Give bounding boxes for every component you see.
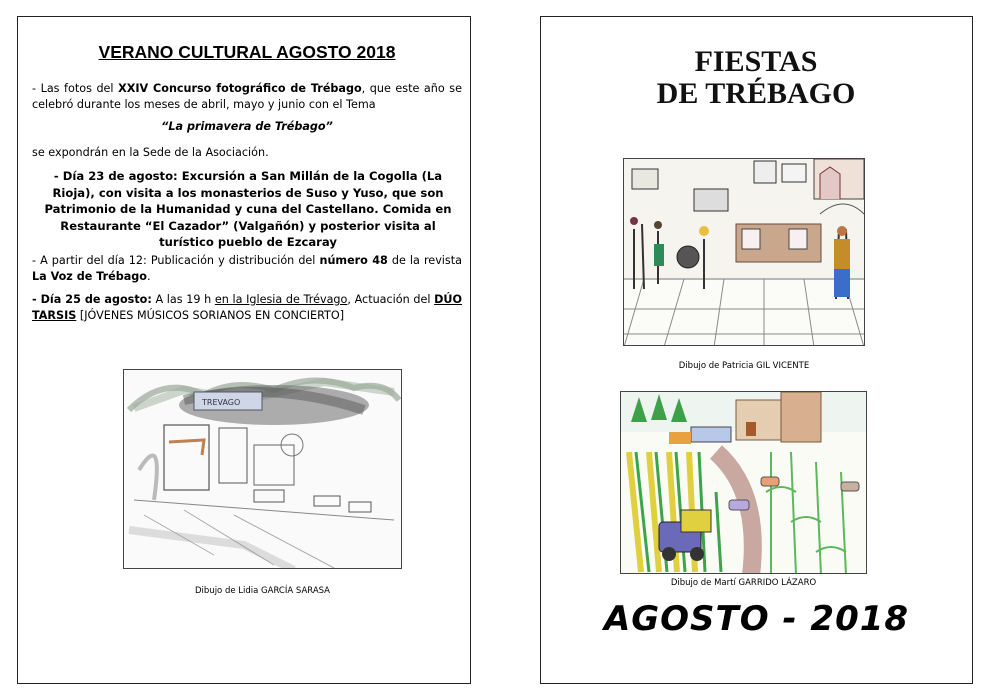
drawing-village-fields <box>620 391 867 574</box>
contest-theme: “La primavera de Trébago” <box>161 120 333 133</box>
concert-paragraph: - Día 25 de agosto: A las 19 h en la Iglesia de Trévago, Actuación del DÚO TARSIS [JÓVENES MÚSICOS SORIANOS EN CONCIERTO] <box>32 293 463 322</box>
fiestas-title-line2: DE TRÉBAGO <box>656 77 856 110</box>
party-hall-illustration <box>624 159 865 346</box>
left-title: VERANO CULTURAL AGOSTO 2018 <box>98 42 396 62</box>
contest-name: XXIV Concurso fotográfico de Trébago <box>118 82 362 95</box>
drawing2-caption: Dibujo de Martí GARRIDO LÁZARO <box>670 578 817 588</box>
drawing-village <box>123 369 402 569</box>
village-sketch-illustration <box>124 370 402 569</box>
village-fields-illustration <box>621 392 867 574</box>
magazine-paragraph: - A partir del día 12: Publicación y distribución del número 48 de la revista La Voz de Trébago. <box>32 254 462 283</box>
excursion-paragraph: - Día 23 de agosto: Excursión a San Millán de la Cogolla (La Rioja), con visita a los monasterios de Suso y Yuso, que son Patrimonio de la Humanidad y cuna del Castellano. Comida en Restaurante “El Cazador” (Valgañón) y posterior visita al turístico pueblo de Ezcaray <box>44 169 452 249</box>
drawing-banner-text: TREVAGO <box>202 398 241 407</box>
left-drawing-caption: Dibujo de Lidia GARCÍA SARASA <box>195 586 330 596</box>
drawing1-caption: Dibujo de Patricia GIL VICENTE <box>678 361 810 371</box>
footer-date: AGOSTO - 2018 <box>603 599 910 639</box>
fiestas-title-line1: FIESTAS <box>694 45 818 78</box>
drawing-party-hall <box>623 158 865 346</box>
photo-contest-paragraph: - Las fotos del XXIV Concurso fotográfico de Trébago, que este año se celebró durante los meses de abril, mayo y junio con el Tema <box>32 82 462 111</box>
exhibition-note: se expondrán en la Sede de la Asociación. <box>32 146 269 159</box>
left-page <box>17 16 471 684</box>
